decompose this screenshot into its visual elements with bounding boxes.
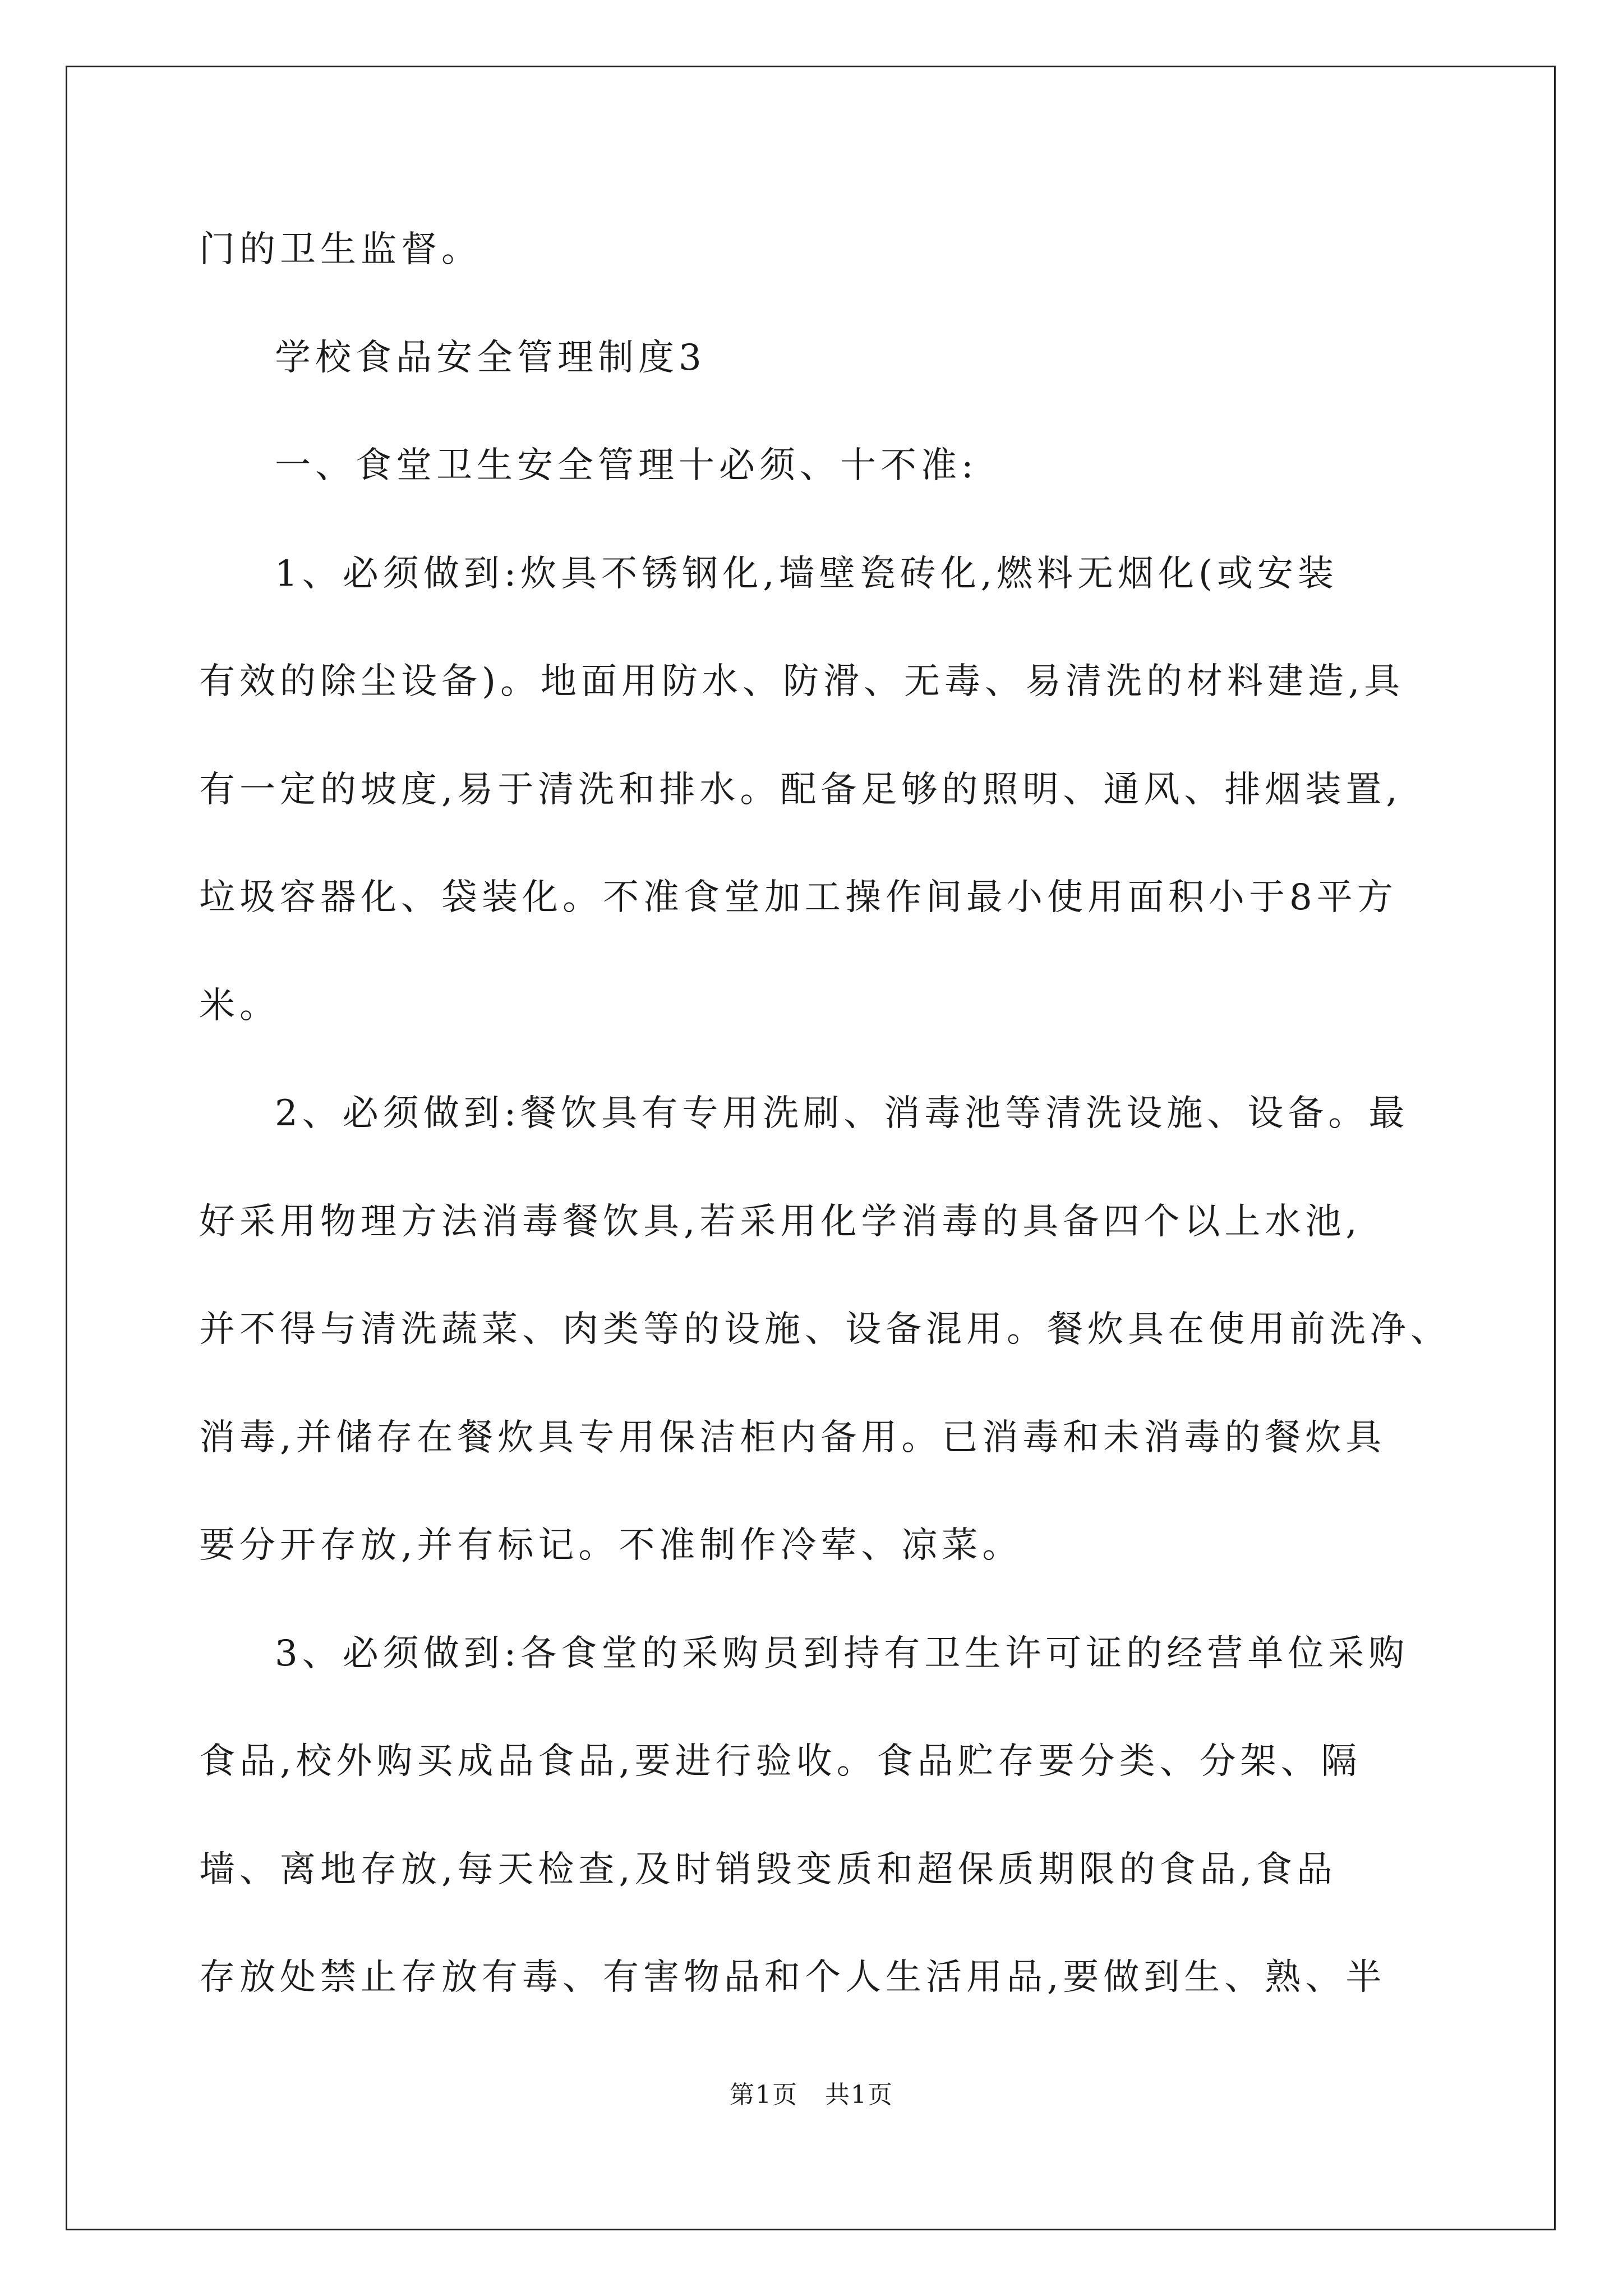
body-line: 好采用物理方法消毒餐饮具,若采用化学消毒的具备四个以上水池, <box>199 1201 1362 1243</box>
body-line: 并不得与清洗蔬菜、肉类等的设施、设备混用。餐炊具在使用前洗净、 <box>199 1309 1451 1350</box>
page-border <box>66 66 1556 2230</box>
body-line: 有效的除尘设备)。地面用防水、防滑、无毒、易清洗的材料建造,具 <box>199 661 1405 702</box>
body-line: 1、必须做到:炊具不锈钢化,墙壁瓷砖化,燃料无烟化(或安装 <box>275 553 1338 595</box>
page-number-footer: 第1页 共1页 <box>730 2081 893 2109</box>
subsection-heading: 一、食堂卫生安全管理十必须、十不准: <box>275 445 978 486</box>
body-line: 墙、离地存放,每天检查,及时销毁变质和超保质期限的食品,食品 <box>199 1849 1338 1890</box>
body-line: 米。 <box>199 985 280 1027</box>
body-line: 消毒,并储存在餐炊具专用保洁柜内备用。已消毒和未消毒的餐炊具 <box>199 1417 1386 1458</box>
body-line: 门的卫生监督。 <box>199 229 482 270</box>
body-line: 食品,校外购买成品食品,要进行验收。食品贮存要分类、分架、隔 <box>199 1741 1362 1782</box>
body-line: 3、必须做到:各食堂的采购员到持有卫生许可证的经营单位采购 <box>275 1633 1409 1674</box>
section-heading: 学校食品安全管理制度3 <box>275 337 706 379</box>
body-line: 要分开存放,并有标记。不准制作冷荤、凉菜。 <box>199 1525 1023 1566</box>
body-line: 2、必须做到:餐饮具有专用洗刷、消毒池等清洗设施、设备。最 <box>275 1093 1409 1134</box>
body-line: 存放处禁止存放有毒、有害物品和个人生活用品,要做到生、熟、半 <box>199 1957 1386 1998</box>
body-line: 有一定的坡度,易于清洗和排水。配备足够的照明、通风、排烟装置, <box>199 769 1402 811</box>
body-line: 垃圾容器化、袋装化。不准食堂加工操作间最小使用面积小于8平方 <box>199 877 1398 918</box>
